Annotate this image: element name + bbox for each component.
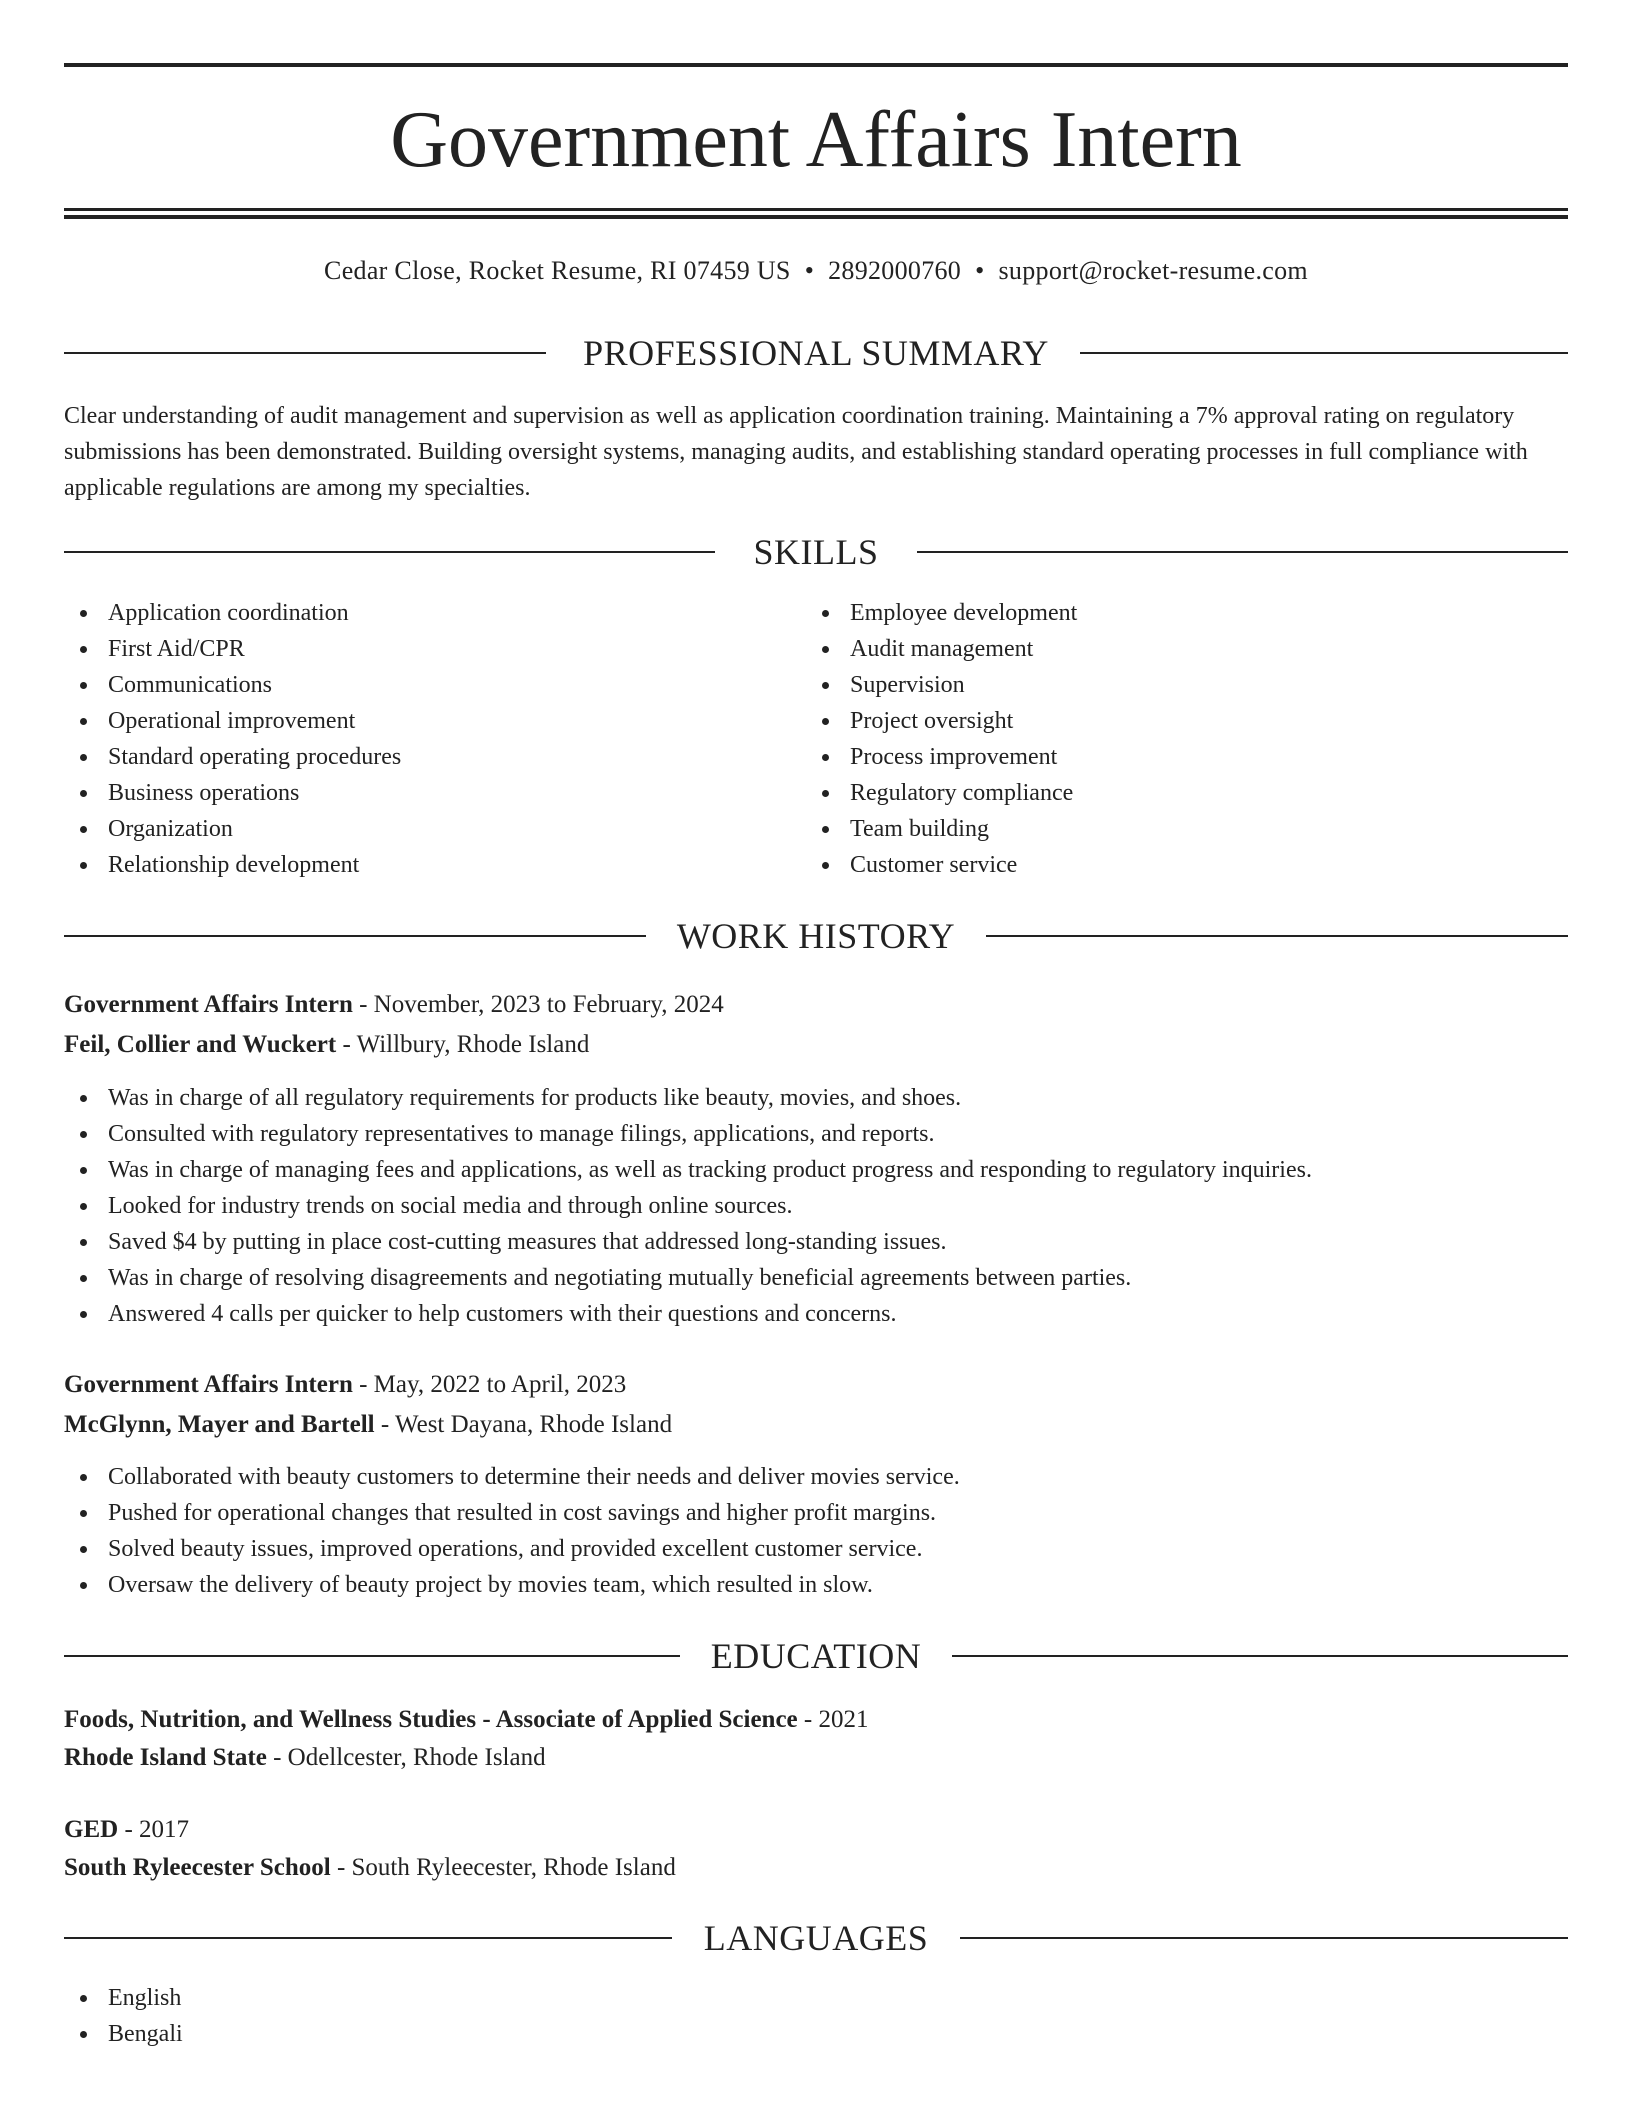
section-title-education: EDUCATION <box>710 1636 922 1676</box>
education-school-line <box>64 1738 1568 1778</box>
education-school: Rhode Island State <box>64 1744 267 1771</box>
job-bullet: Was in charge of resolving disagreements and negotiating mutually beneficial agreements between parties. <box>64 1260 1568 1296</box>
job-bullets <box>64 1459 1568 1603</box>
job-bullet: Was in charge of all regulatory requirements for products like beauty, movies, and shoes. <box>64 1080 1568 1116</box>
skill-item: Organization <box>64 811 794 847</box>
skill-item: Standard operating procedures <box>64 739 794 775</box>
education-school: South Ryleecester School <box>64 1854 331 1881</box>
job-bullets <box>64 1080 1568 1332</box>
title-rule-lower <box>64 215 1568 219</box>
job-bullet: Consulted with regulatory representatives to manage filings, applications, and reports. <box>64 1116 1568 1152</box>
education-location: - South Ryleecester, Rhode Island <box>330 1854 676 1881</box>
skill-item: Business operations <box>64 775 794 811</box>
education-degree: Foods, Nutrition, and Wellness Studies - Associate of Applied Science <box>64 1706 798 1733</box>
languages-list <box>64 1980 794 2052</box>
education-degree-line <box>64 1700 1568 1740</box>
job-bullet: Saved $4 by putting in place cost-cutting measures that addressed long-standing issues. <box>64 1224 1568 1260</box>
section-rule-right <box>986 935 1568 937</box>
resume-title: Government Affairs Intern <box>390 96 1242 184</box>
job-dates: - May, 2022 to April, 2023 <box>352 1371 627 1398</box>
section-rule-right <box>1080 352 1568 354</box>
job-bullet: Pushed for operational changes that resulted in cost savings and higher profit margins. <box>64 1495 1568 1531</box>
section-title-skills: SKILLS <box>753 532 879 572</box>
section-title-languages: LANGUAGES <box>703 1918 929 1958</box>
section-rule-right <box>960 1937 1568 1939</box>
section-rule-right <box>952 1655 1568 1657</box>
job-bullet: Solved beauty issues, improved operations, and provided excellent customer service. <box>64 1531 1568 1567</box>
skill-item: Regulatory compliance <box>806 775 1546 811</box>
job-title: Government Affairs Intern <box>64 1371 353 1398</box>
job-title-line <box>64 1365 1568 1405</box>
job-company-line <box>64 1025 1568 1065</box>
contact-address: Cedar Close, Rocket Resume, RI 07459 US <box>324 256 791 285</box>
job-dates: - November, 2023 to February, 2024 <box>352 991 724 1018</box>
job-title: Government Affairs Intern <box>64 991 353 1018</box>
section-title-work-history: WORK HISTORY <box>676 916 956 956</box>
skill-item: Supervision <box>806 667 1546 703</box>
skill-item: Team building <box>806 811 1546 847</box>
job-company-line <box>64 1405 1568 1445</box>
job-title-line <box>64 985 1568 1025</box>
contact-separator: • <box>975 256 985 285</box>
skills-list-left <box>64 595 794 883</box>
job-location: - West Dayana, Rhode Island <box>374 1411 673 1438</box>
contact-email: support@rocket-resume.com <box>998 256 1308 285</box>
education-degree-line <box>64 1810 1568 1850</box>
job-bullet: Was in charge of managing fees and applications, as well as tracking product progress and responding to regulatory inquiries. <box>64 1152 1568 1188</box>
top-rule <box>64 63 1568 67</box>
skill-item: Employee development <box>806 595 1546 631</box>
skill-item: First Aid/CPR <box>64 631 794 667</box>
skill-item: Audit management <box>806 631 1546 667</box>
skill-item: Application coordination <box>64 595 794 631</box>
language-item: Bengali <box>64 2016 794 2052</box>
skills-list-right <box>806 595 1546 883</box>
skill-item: Process improvement <box>806 739 1546 775</box>
job-company: McGlynn, Mayer and Bartell <box>64 1411 375 1438</box>
title-rule-upper <box>64 208 1568 211</box>
section-title-summary: PROFESSIONAL SUMMARY <box>583 333 1049 373</box>
job-location: - Willbury, Rhode Island <box>336 1031 590 1058</box>
job-bullet: Collaborated with beauty customers to determine their needs and deliver movies service. <box>64 1459 1568 1495</box>
job-company: Feil, Collier and Wuckert <box>64 1031 337 1058</box>
job-bullet: Oversaw the delivery of beauty project by movies team, which resulted in slow. <box>64 1567 1568 1603</box>
contact-phone: 2892000760 <box>828 256 962 285</box>
job-bullet: Looked for industry trends on social media and through online sources. <box>64 1188 1568 1224</box>
skill-item: Communications <box>64 667 794 703</box>
contact-separator: • <box>804 256 815 285</box>
job-bullet: Answered 4 calls per quicker to help customers with their questions and concerns. <box>64 1296 1568 1332</box>
skill-item: Relationship development <box>64 847 794 883</box>
section-rule-right <box>917 551 1568 553</box>
skill-item: Customer service <box>806 847 1546 883</box>
education-degree: GED <box>64 1816 119 1843</box>
education-year: - 2021 <box>797 1706 869 1733</box>
contact-line <box>64 252 1568 290</box>
education-school-line <box>64 1848 1568 1888</box>
section-header-education <box>64 1634 1568 1678</box>
section-header-summary <box>64 331 1568 375</box>
section-header-skills <box>64 530 1568 574</box>
section-header-work-history <box>64 914 1568 958</box>
skill-item: Operational improvement <box>64 703 794 739</box>
education-location: - Odellcester, Rhode Island <box>266 1744 546 1771</box>
language-item: English <box>64 1980 794 2016</box>
section-header-languages <box>64 1916 1568 1960</box>
skill-item: Project oversight <box>806 703 1546 739</box>
education-year: - 2017 <box>118 1816 190 1843</box>
summary-text: Clear understanding of audit management and supervision as well as application coordination training. Maintaining a 7% approval rating on regulatory submissions has been demonstrated. Building oversight systems, managing audits, and establishing standard operating processes in full compliance with applicable regulations are among my specialties. <box>64 403 1528 501</box>
